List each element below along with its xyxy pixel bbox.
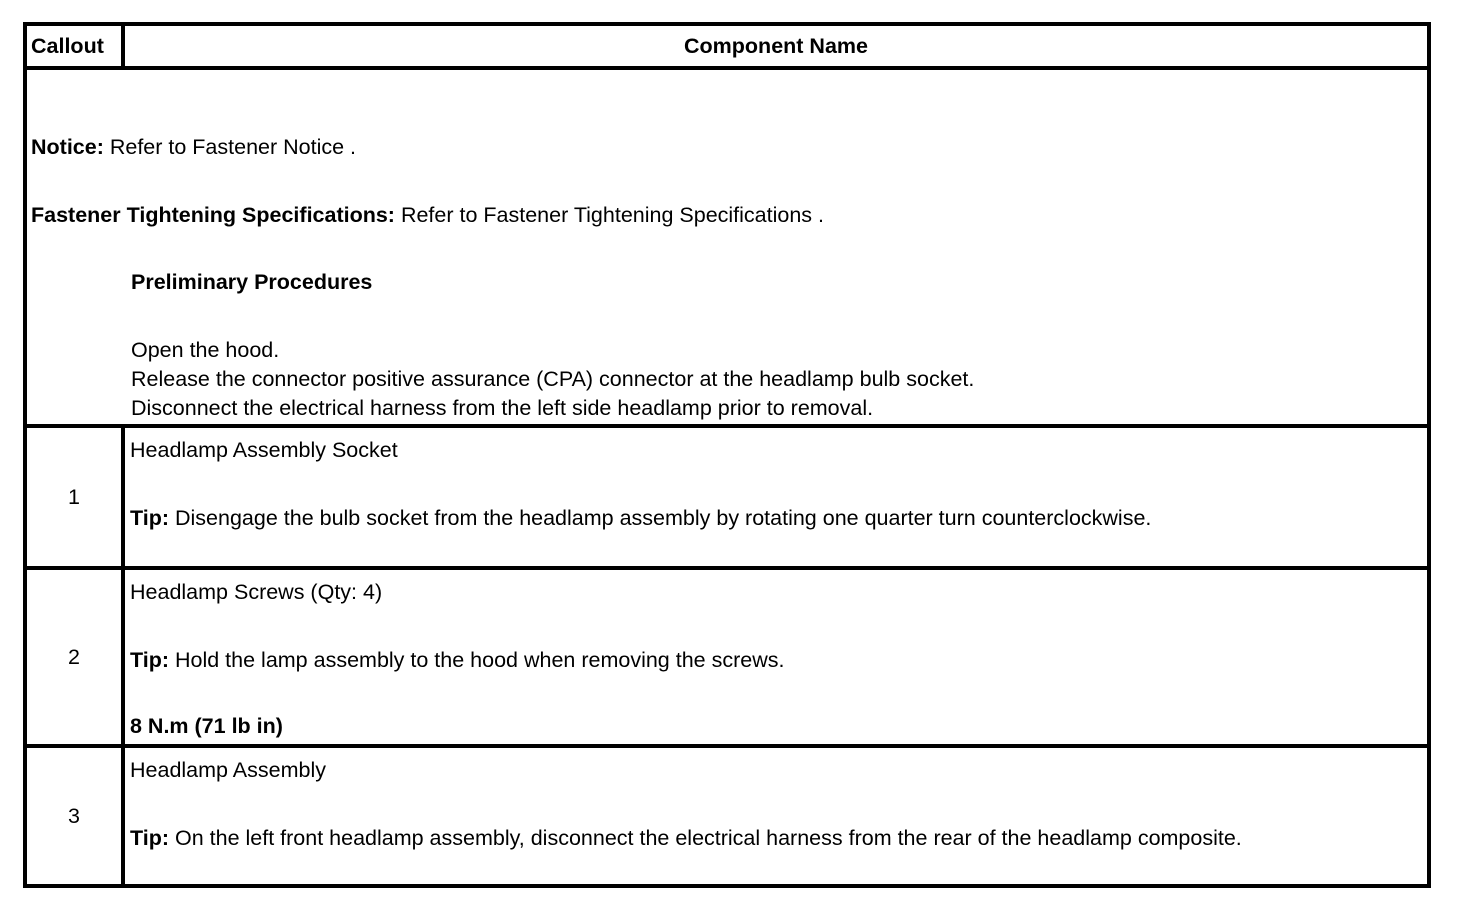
callout-cell [27, 570, 121, 744]
tip-label: Tip: [130, 826, 170, 850]
tip-label: Tip: [130, 506, 170, 530]
header-component-name: Component Name [684, 33, 868, 58]
tip-text: Hold the lamp assembly to the hood when removing the screws. [169, 648, 785, 672]
table-row [27, 566, 1427, 744]
callout-number: 1 [68, 484, 80, 509]
tip-line [130, 508, 1151, 530]
table-row [27, 744, 1427, 884]
procedure-step: Release the connector positive assurance (CPA) connector at the headlamp bulb socket. [131, 367, 975, 391]
callout-cell [27, 748, 121, 884]
callout-cell [27, 428, 121, 566]
header-callout-cell [27, 26, 121, 66]
tip-label: Tip: [130, 648, 170, 672]
torque-spec: 8 N.m (71 lb in) [130, 714, 283, 738]
notice-label: Notice: [31, 135, 104, 159]
component-table [23, 22, 1431, 888]
tip-line [130, 828, 1242, 850]
intro-section [27, 66, 1427, 424]
component-name: Headlamp Assembly [130, 758, 326, 782]
table-row [27, 424, 1427, 566]
preliminary-procedures-title: Preliminary Procedures [131, 270, 373, 294]
component-cell [125, 748, 1427, 884]
tip-line [130, 650, 784, 672]
callout-number: 2 [68, 644, 80, 669]
tip-text: On the left front headlamp assembly, disconnect the electrical harness from the rear of the headlamp composite. [169, 826, 1242, 850]
table-header [27, 26, 1427, 66]
header-component-cell [125, 26, 1427, 66]
component-name: Headlamp Screws (Qty: 4) [130, 580, 383, 604]
component-cell [125, 570, 1427, 744]
notice-line [31, 137, 356, 159]
component-name: Headlamp Assembly Socket [130, 438, 398, 462]
fastener-spec-label: Fastener Tightening Specifications: [31, 203, 395, 227]
procedure-step: Disconnect the electrical harness from the left side headlamp prior to removal. [131, 396, 874, 420]
notice-text: Refer to Fastener Notice . [103, 135, 357, 159]
procedure-step: Open the hood. [131, 338, 280, 362]
callout-number: 3 [68, 803, 80, 828]
header-callout: Callout [31, 33, 104, 58]
fastener-spec-text: Refer to Fastener Tightening Specifications . [394, 203, 825, 227]
component-cell [125, 428, 1427, 566]
tip-text: Disengage the bulb socket from the headlamp assembly by rotating one quarter turn counterclockwise. [169, 506, 1152, 530]
fastener-spec-line [31, 205, 824, 227]
